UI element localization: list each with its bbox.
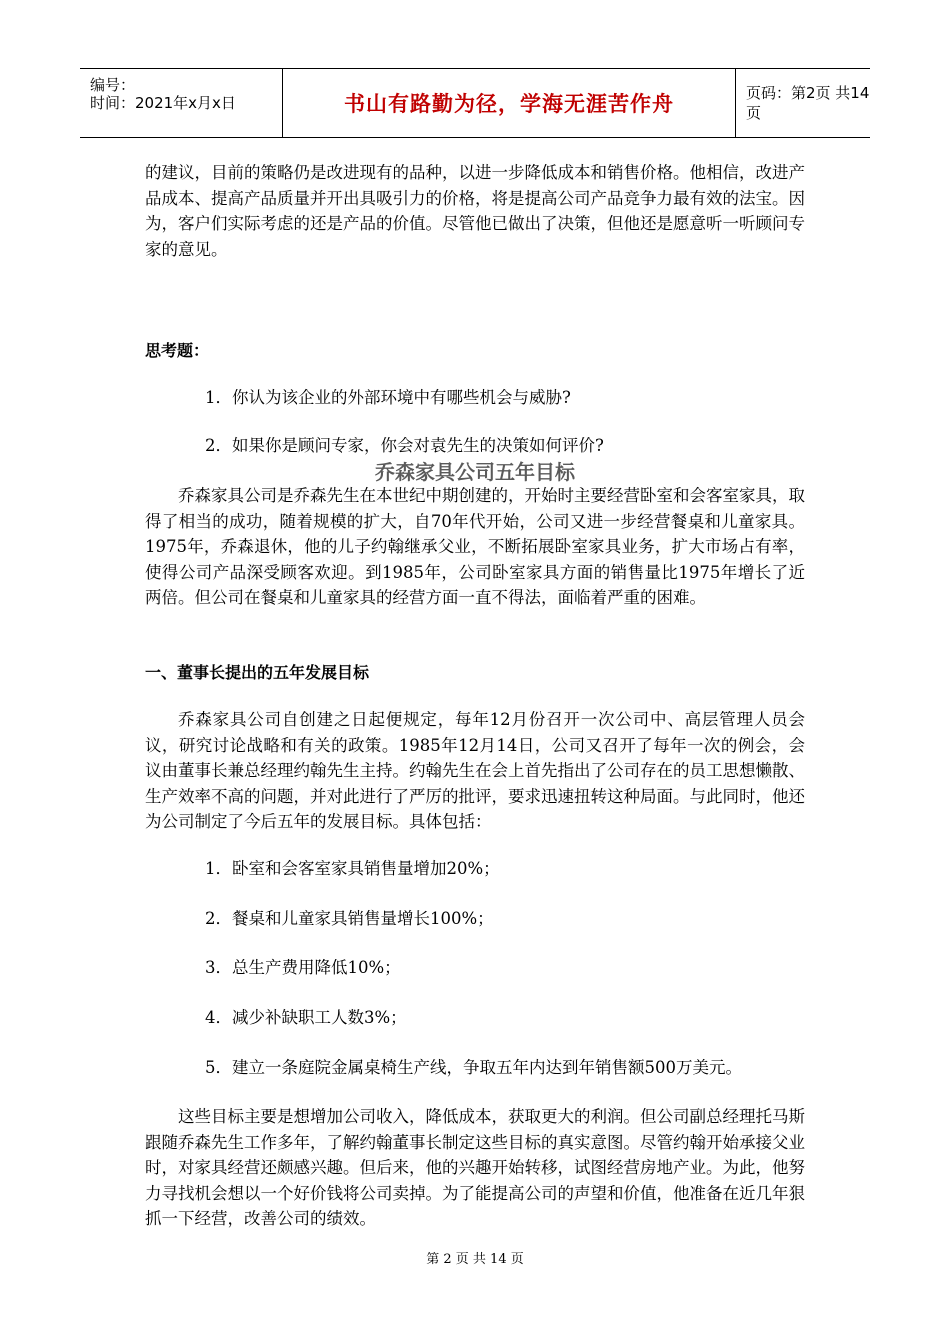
section-paragraph: 乔森家具公司自创建之日起便规定，每年12月份召开一次公司中、高层管理人员会议，研究讨论战略和有关的政策。1985年12月14日，公司又召开了每年一次的例会，会议由董事长兼总经理约翰先生主持。约翰先生在会上首先指出了公司存在的员工思想懒散、生产效率不高的问题，并对此进行了严厉的批评，要求迅速扭转这种局面。与此同时，他还为公司制定了今后五年的发展目标。具体包括： xyxy=(145,710,805,831)
section-heading: 一、董事长提出的五年发展目标 xyxy=(145,663,370,682)
page-header xyxy=(80,68,870,138)
case-intro-paragraph: 乔森家具公司是乔森先生在本世纪中期创建的，开始时主要经营卧室和会客室家具，取得了相当的成功，随着规模的扩大，自70年代开始，公司又进一步经营餐桌和儿童家具。1975年，乔森退休，他的儿子约翰继承父业，不断拓展卧室家具业务，扩大市场占有率，使得公司产品深受顾客欢迎。到1985年，公司卧室家具方面的销售量比1975年增长了近两倍。但公司在餐桌和儿童家具的经营方面一直不得法，面临着严重的困难。 xyxy=(145,486,805,607)
header-motto: 书山有路勤为径，学海无涯苦作舟 xyxy=(344,92,674,116)
header-page-cell xyxy=(736,69,870,137)
question-item-1: 1．你认为该企业的外部环境中有哪些机会与威胁? xyxy=(205,388,571,407)
document-number-label: 编号： xyxy=(90,76,136,94)
intro-paragraph: 的建议，目前的策略仍是改进现有的品种，以进一步降低成本和销售价格。他相信，改进产品成本、提高产品质量并开出具吸引力的价格，将是提高公司产品竞争力最有效的法宝。因为，客户们实际考虑的还是产品的价值。尽管他已做出了决策，但他还是愿意听一听顾问专家的意见。 xyxy=(145,163,805,259)
page-footer: 第 2 页 共 14 页 xyxy=(426,1252,524,1267)
goal-item-5: 5．建立一条庭院金属桌椅生产线，争取五年内达到年销售额500万美元。 xyxy=(205,1058,742,1077)
header-meta-cell xyxy=(80,69,282,137)
questions-heading: 思考题： xyxy=(145,341,210,360)
goal-item-4: 4．减少补缺职工人数3%； xyxy=(205,1008,407,1027)
goal-item-3: 3．总生产费用降低10%； xyxy=(205,958,401,977)
header-page-info: 页码：第2页 共14页 xyxy=(746,84,870,122)
goal-item-1: 1．卧室和会客室家具销售量增加20%； xyxy=(205,859,500,878)
document-date-label: 时间：2021年x月x日 xyxy=(90,94,236,112)
goal-item-2: 2．餐桌和儿童家具销售量增长100%； xyxy=(205,909,494,928)
header-motto-cell xyxy=(282,69,736,137)
case-title: 乔森家具公司五年目标 xyxy=(375,460,575,484)
question-item-2: 2．如果你是顾问专家，你会对袁先生的决策如何评价? xyxy=(205,436,604,455)
closing-paragraph: 这些目标主要是想增加公司收入，降低成本，获取更大的利润。但公司副总经理托马斯跟随乔森先生工作多年，了解约翰董事长制定这些目标的真实意图。尽管约翰开始承接父业时，对家具经营还颇感兴趣。但后来，他的兴趣开始转移，试图经营房地产业。为此，他努力寻找机会想以一个好价钱将公司卖掉。为了能提高公司的声望和价值，他准备在近几年狠抓一下经营，改善公司的绩效。 xyxy=(145,1107,805,1228)
